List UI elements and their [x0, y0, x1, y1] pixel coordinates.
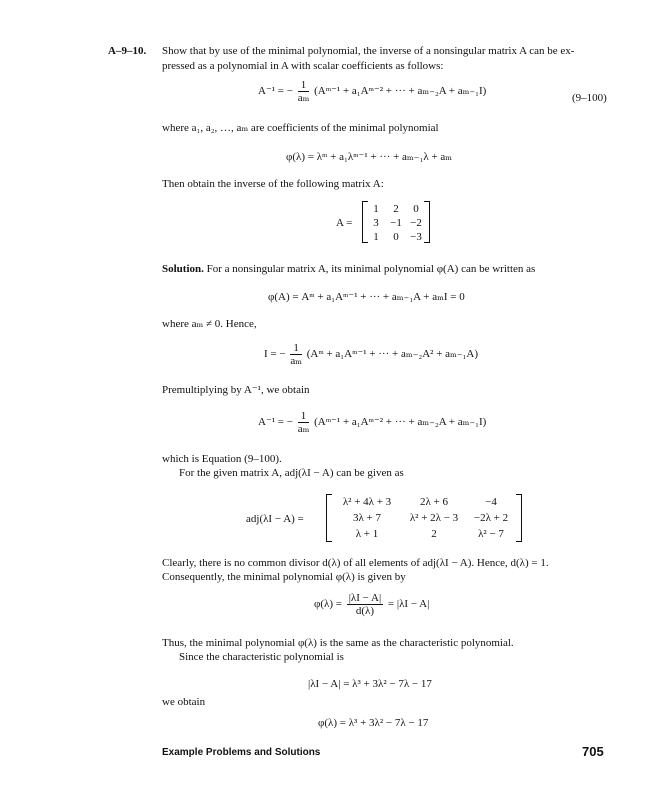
identity-expansion-eq [264, 342, 478, 367]
solution-paragraph [162, 262, 535, 276]
fraction-numerator: |λI − A| [348, 592, 382, 604]
final-min-poly-eq: φ(λ) = λ³ + 3λ² − 7λ − 17 [318, 717, 429, 729]
inverse-formula-rhs: (Aᵐ⁻¹ + a₁Aᵐ⁻² + ··· + aₘ₋₂A + aₘ₋₁I) [314, 85, 487, 98]
matrix-cell: 0 [393, 231, 399, 243]
fraction-numerator: 1 [298, 79, 310, 92]
adj-cell: λ² + 2λ − 3 [409, 512, 459, 524]
problem-statement-line2: pressed as a polynomial in A with scalar coefficients as follows: [162, 60, 444, 72]
inverse-formula-fraction [298, 79, 310, 104]
min-poly-fraction [347, 592, 383, 617]
where-coefficients-text: where a₁, a₂, …, aₘ are coefficients of the minimal polynomial [162, 122, 439, 134]
identity-expansion-rhs: (Aᵐ + a₁Aᵐ⁻¹ + ··· + aₘ₋₂A² + aₘ₋₁A) [306, 348, 479, 361]
matrix-a-label: A = [336, 217, 353, 229]
identity-expansion-lhs: I = − [264, 348, 286, 361]
then-obtain-text: Then obtain the inverse of the following matrix A: [162, 178, 384, 190]
page-number: 705 [582, 744, 604, 759]
equation-number: (9–100) [572, 92, 607, 104]
characteristic-poly-eq: |λI − A| = λ³ + 3λ² − 7λ − 17 [308, 678, 432, 690]
where-nonzero-text: where aₘ ≠ 0. Hence, [162, 318, 257, 330]
adj-cell: −2λ + 2 [473, 512, 509, 524]
min-poly-fraction-lhs: φ(λ) = [314, 598, 342, 611]
problem-label: A–9–10. [108, 45, 147, 57]
adj-cell: λ + 1 [355, 528, 379, 540]
clearly-line1: Clearly, there is no common divisor d(λ) of all elements of adj(λI − A). Hence, d(λ) = 1. [162, 557, 549, 569]
premultiplying-text: Premultiplying by A⁻¹, we obtain [162, 384, 310, 396]
matrix-cell: 1 [373, 203, 379, 215]
problem-statement-line1: Show that by use of the minimal polynomial, the inverse of a nonsingular matrix A can be ex- [162, 45, 575, 57]
thus-text: Thus, the minimal polynomial φ(λ) is the same as the characteristic polynomial. [162, 637, 514, 649]
adj-cell: 2λ + 6 [419, 496, 449, 508]
fraction-denominator: aₘ [290, 355, 302, 367]
inverse-result-fraction [298, 410, 310, 435]
inverse-result-lhs: A⁻¹ = − [258, 416, 293, 429]
adj-matrix [326, 494, 522, 542]
adj-cell: λ² + 4λ + 3 [342, 496, 392, 508]
inverse-result-eq [258, 410, 486, 435]
matrix-cell: −2 [410, 217, 422, 229]
which-is-text: which is Equation (9–100). [162, 453, 282, 465]
fraction-denominator: aₘ [297, 92, 310, 104]
identity-expansion-fraction [290, 342, 302, 367]
we-obtain-text: we obtain [162, 696, 206, 708]
footer-section-title: Example Problems and Solutions [162, 747, 321, 758]
min-poly-fraction-rhs: = |λI − A| [387, 598, 430, 611]
fraction-denominator: aₘ [297, 423, 310, 435]
since-text: Since the characteristic polynomial is [179, 651, 344, 663]
matrix-cell: 3 [373, 217, 379, 229]
min-poly-fraction-eq [314, 592, 429, 617]
adj-cell: −4 [485, 496, 497, 508]
matrix-cell: 2 [393, 203, 399, 215]
matrix-cell: −1 [390, 217, 402, 229]
fraction-numerator: 1 [290, 342, 302, 355]
adj-cell: 3λ + 7 [352, 512, 382, 524]
matrix-cell: 0 [413, 203, 419, 215]
solution-label: Solution. [162, 263, 204, 275]
inverse-result-rhs: (Aᵐ⁻¹ + a₁Aᵐ⁻² + ··· + aₘ₋₂A + aₘ₋₁I) [314, 416, 487, 429]
given-matrix-text: For the given matrix A, adj(λI − A) can be given as [179, 467, 404, 479]
minimal-polynomial-eq: φ(λ) = λᵐ + a₁λᵐ⁻¹ + ··· + aₘ₋₁λ + aₘ [286, 151, 452, 163]
fraction-numerator: 1 [298, 410, 310, 423]
inverse-formula-lhs: A⁻¹ = − [258, 85, 293, 98]
clearly-line2: Consequently, the minimal polynomial φ(λ) is given by [162, 571, 406, 583]
adj-cell: 2 [431, 528, 437, 540]
adj-cell: λ² − 7 [478, 528, 504, 540]
inverse-formula [258, 79, 486, 104]
matrix-cell: −3 [410, 231, 422, 243]
matrix-cell: 1 [373, 231, 379, 243]
adj-label: adj(λI − A) = [246, 513, 304, 525]
fraction-denominator: d(λ) [355, 605, 375, 617]
solution-intro: For a nonsingular matrix A, its minimal polynomial φ(A) can be written as [206, 263, 536, 275]
min-poly-matrix-eq: φ(A) = Aᵐ + a₁Aᵐ⁻¹ + ··· + aₘ₋₁A + aₘI = 0 [268, 291, 465, 303]
matrix-a [362, 201, 430, 243]
